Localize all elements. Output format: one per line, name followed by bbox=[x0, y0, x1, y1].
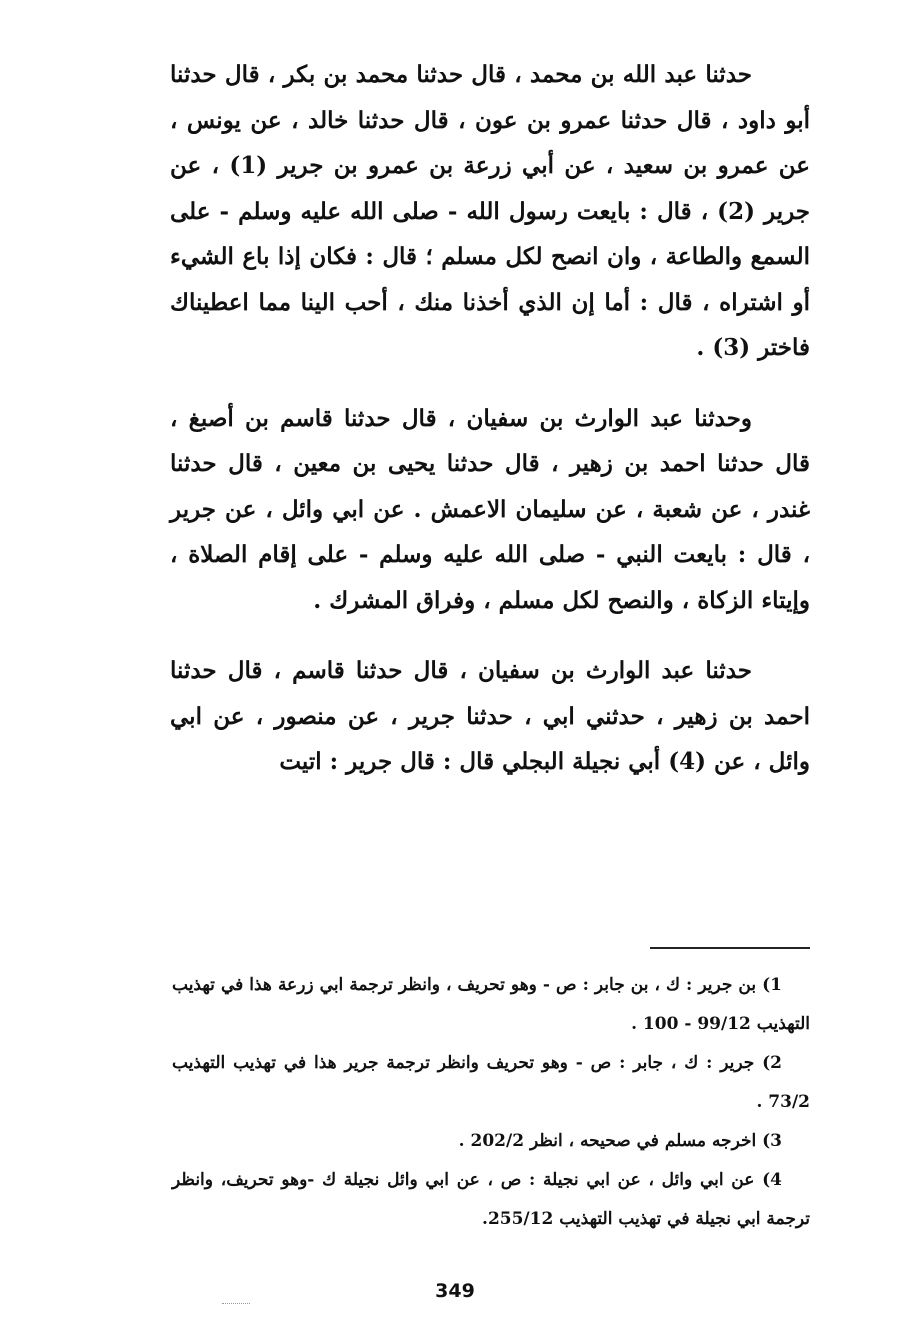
main-text bbox=[170, 52, 810, 810]
page-number: 349 bbox=[435, 1280, 475, 1302]
footnote-3: 3) اخرجه مسلم في صحيحه ، انظر 202/2 . bbox=[458, 1131, 782, 1151]
footnote-divider bbox=[650, 947, 810, 949]
paragraph-2: وحدثنا عبد الوارث بن سفيان ، قال حدثنا قاسم بن أصبغ ، قال حدثنا احمد بن زهير ، قال حدثنا يحيى بن معين ، قال حدثنا غندر ، عن شعبة ، عن سليمان الاعمش . عن ابي وائل ، عن جرير ، قال : بايعت النبي - صلى الله عليه وسلم - على إقام الصلاة ، وإيتاء الزكاة ، والنصح لكل مسلم ، وفراق المشرك . bbox=[170, 404, 810, 614]
paragraph-3: حدثنا عبد الوارث بن سفيان ، قال حدثنا قاسم ، قال حدثنا احمد بن زهير ، حدثني ابي ، حدثنا جرير ، عن منصور ، عن ابي وائل ، عن (4) أبي نجيلة البجلي قال : قال جرير : اتيت bbox=[170, 657, 810, 775]
scan-artifact bbox=[222, 1303, 250, 1307]
paragraph-1: حدثنا عبد الله بن محمد ، قال حدثنا محمد بن بكر ، قال حدثنا أبو داود ، قال حدثنا عمرو بن عون ، قال حدثنا خالد ، عن يونس ، عن عمرو بن سعيد ، عن أبي زرعة بن عمرو بن جرير (1) ، عن جرير (2) ، قال : بايعت رسول الله - صلى الله عليه وسلم - على السمع والطاعة ، وان انصح لكل مسلم ؛ قال : فكان إذا باع الشيء أو اشتراه ، قال : أما إن الذي أخذنا منك ، أحب الينا مما اعطيناك فاختر (3) . bbox=[170, 61, 811, 361]
footnote-2: 2) جرير : ك ، جابر : ص - وهو تحريف وانظر ترجمة جرير هذا في تهذيب التهذيب 73/2 . bbox=[172, 1053, 810, 1112]
footnote-4: 4) عن ابي وائل ، عن ابي نجيلة : ص ، عن ابي وائل نجيلة ك -وهو تحريف، وانظر ترجمة ابي نجيلة في تهذيب التهذيب 255/12. bbox=[172, 1170, 810, 1229]
footnotes bbox=[172, 966, 810, 1239]
footnote-1: 1) بن جرير : ك ، بن جابر : ص - وهو تحريف ، وانظر ترجمة ابي زرعة هذا في تهذيب التهذيب 99/12 - 100 . bbox=[172, 975, 810, 1034]
